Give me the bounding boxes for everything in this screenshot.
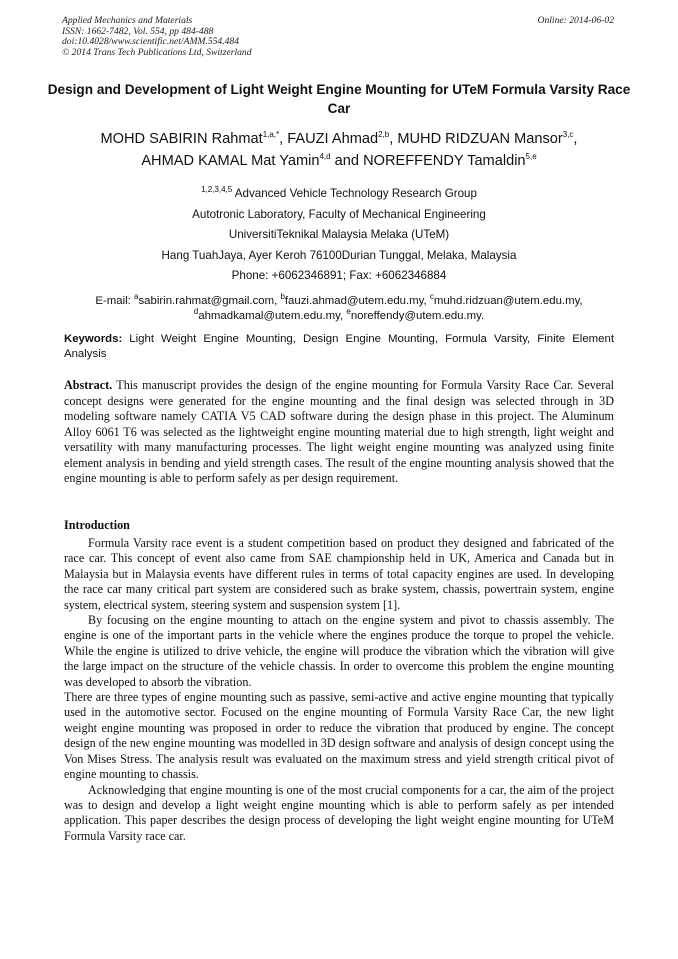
- email-link[interactable]: noreffendy@utem.edu.my.: [350, 310, 485, 322]
- email-marker: c: [429, 292, 434, 302]
- abstract-text: This manuscript provides the design of the engine mounting for Formula Varsity Race Car. Several concept designs were generated for the engine mounting and the final design was selected through in 3D modeling software namely CATIA V5 CAD software during the design phase in this project. The Aluminum Alloy 6061 T6 was selected as the lightweight engine mounting material due to high strength, light weight and versatility with many manufacturing processes. The light weight engine mounting was analyzed using finite element analysis in bending and yield strength cases. The result of the engine mounting analysis showed that the engine mounting is able to perform safely as per design requirement.: [64, 378, 614, 485]
- abstract-section: [64, 378, 614, 487]
- paragraph: There are three types of engine mounting such as passive, semi-active and active engine mounting that typically used in the automotive sector. Focused on the engine mounting of Formula Varsity Race Car, the new light weight engine mounting was proposed in order to reduce the vibration that produced by engine. The concept design of the new engine mounting was modelled in 3D design software and analysis of design concept using the Von Mises Stress. The analysis result was evaluated on the maximum stress and yield strength critical pivot of engine mounting to chassis.: [64, 690, 614, 782]
- introduction-heading: Introduction: [64, 518, 130, 532]
- author-name: MOHD SABIRIN Rahmat: [100, 131, 263, 147]
- research-group: Advanced Vehicle Technology Research Group: [234, 187, 477, 200]
- paragraph: Formula Varsity race event is a student competition based on product they designed and fabricated of the race car. This concept of event also came from SAE championship held in UK, America and Canada but in Malaysia but in Malaysia events have different rules in terms of total capacity engines are used. In developing the race car many critical part system are considered such as brake system, chassis, powertrain system, engine system, electrical system, steering system and suspension system [1].: [64, 536, 614, 612]
- author-separator: ,: [389, 131, 398, 147]
- online-date: Online: 2014-06-02: [537, 15, 614, 26]
- affiliation-block: [20, 184, 658, 287]
- journal-header: [62, 16, 614, 58]
- phone-fax: Phone: +6062346891; Fax: +6062346884: [231, 269, 447, 283]
- author-separator: and: [330, 153, 364, 169]
- university: UniversitiTeknikal Malaysia Melaka (UTeM): [228, 228, 450, 242]
- introduction-body: [64, 536, 614, 844]
- affiliation-marker: 1,2,3,4,5: [201, 185, 233, 195]
- email-link[interactable]: muhd.ridzuan@utem.edu.my,: [433, 295, 583, 307]
- doi-line[interactable]: doi:10.4028/www.scientific.net/AMM.554.484: [62, 36, 240, 48]
- paragraph: Acknowledging that engine mounting is one of the most crucial components for a car, the aim of the project was to design and develop a light weight engine mounting which is able to perform safely as per intended application. This paper describes the design process of developing the light weight engine mounting for UTeM Formula Varsity race car.: [64, 782, 614, 843]
- email-link[interactable]: sabirin.rahmat@gmail.com,: [138, 295, 281, 307]
- issn-line: ISSN: 1662-7482, Vol. 554, pp 484-488: [62, 25, 214, 37]
- email-marker: a: [134, 292, 139, 302]
- author-affiliation-marker: 5,e: [525, 152, 537, 162]
- author-affiliation-marker: 3,c: [562, 130, 574, 140]
- laboratory: Autotronic Laboratory, Faculty of Mechanical Engineering: [192, 207, 486, 221]
- keywords-section: [64, 332, 614, 363]
- author-affiliation-marker: 4,d: [319, 152, 331, 162]
- author-name: AHMAD KAMAL Mat Yamin: [141, 153, 320, 169]
- email-block: [20, 294, 658, 324]
- author-name: NOREFFENDY Tamaldin: [363, 153, 526, 169]
- keywords-label: Keywords:: [64, 333, 123, 345]
- paper-title: Design and Development of Light Weight Engine Mounting for UTeM Formula Varsity Race Car: [47, 82, 631, 116]
- email-marker: e: [346, 307, 351, 317]
- author-name: MUHD RIDZUAN Mansor: [397, 131, 563, 147]
- email-link[interactable]: ahmadkamal@utem.edu.my: [198, 310, 341, 322]
- email-marker: b: [280, 292, 285, 302]
- paragraph: By focusing on the engine mounting to attach on the engine system and pivot to chassis assembly. The engine is one of the important parts in the vehicle where the engines produce the torque to propel the vehicle. While the engine is utilized to drive vehicle, the engine will produce the vibration which the vibration will give the large impact on the structure of the vehicle chassis. In order to overcome this problem the engine mounting was developed to absorb the vibration.: [64, 613, 614, 689]
- journal-name: Applied Mechanics and Materials: [62, 15, 193, 26]
- author-affiliation-marker: 2,b: [378, 130, 390, 140]
- email-separator: ,: [340, 310, 347, 322]
- keywords-text: Light Weight Engine Mounting, Design Engine Mounting, Formula Varsity, Finite Element Analysis: [64, 333, 614, 361]
- author-list: [20, 128, 658, 172]
- author-affiliation-marker: 1,a,*: [262, 130, 280, 140]
- author-separator: ,: [279, 131, 288, 147]
- copyright-line: © 2014 Trans Tech Publications Ltd, Switzerland: [62, 46, 252, 58]
- author-separator: ,: [573, 131, 578, 147]
- abstract-label: Abstract.: [64, 378, 113, 392]
- email-link[interactable]: fauzi.ahmad@utem.edu.my,: [284, 295, 430, 307]
- email-label: E-mail:: [95, 295, 135, 307]
- email-marker: d: [193, 307, 199, 317]
- address: Hang TuahJaya, Ayer Keroh 76100Durian Tunggal, Melaka, Malaysia: [161, 248, 517, 262]
- author-name: FAUZI Ahmad: [287, 131, 379, 147]
